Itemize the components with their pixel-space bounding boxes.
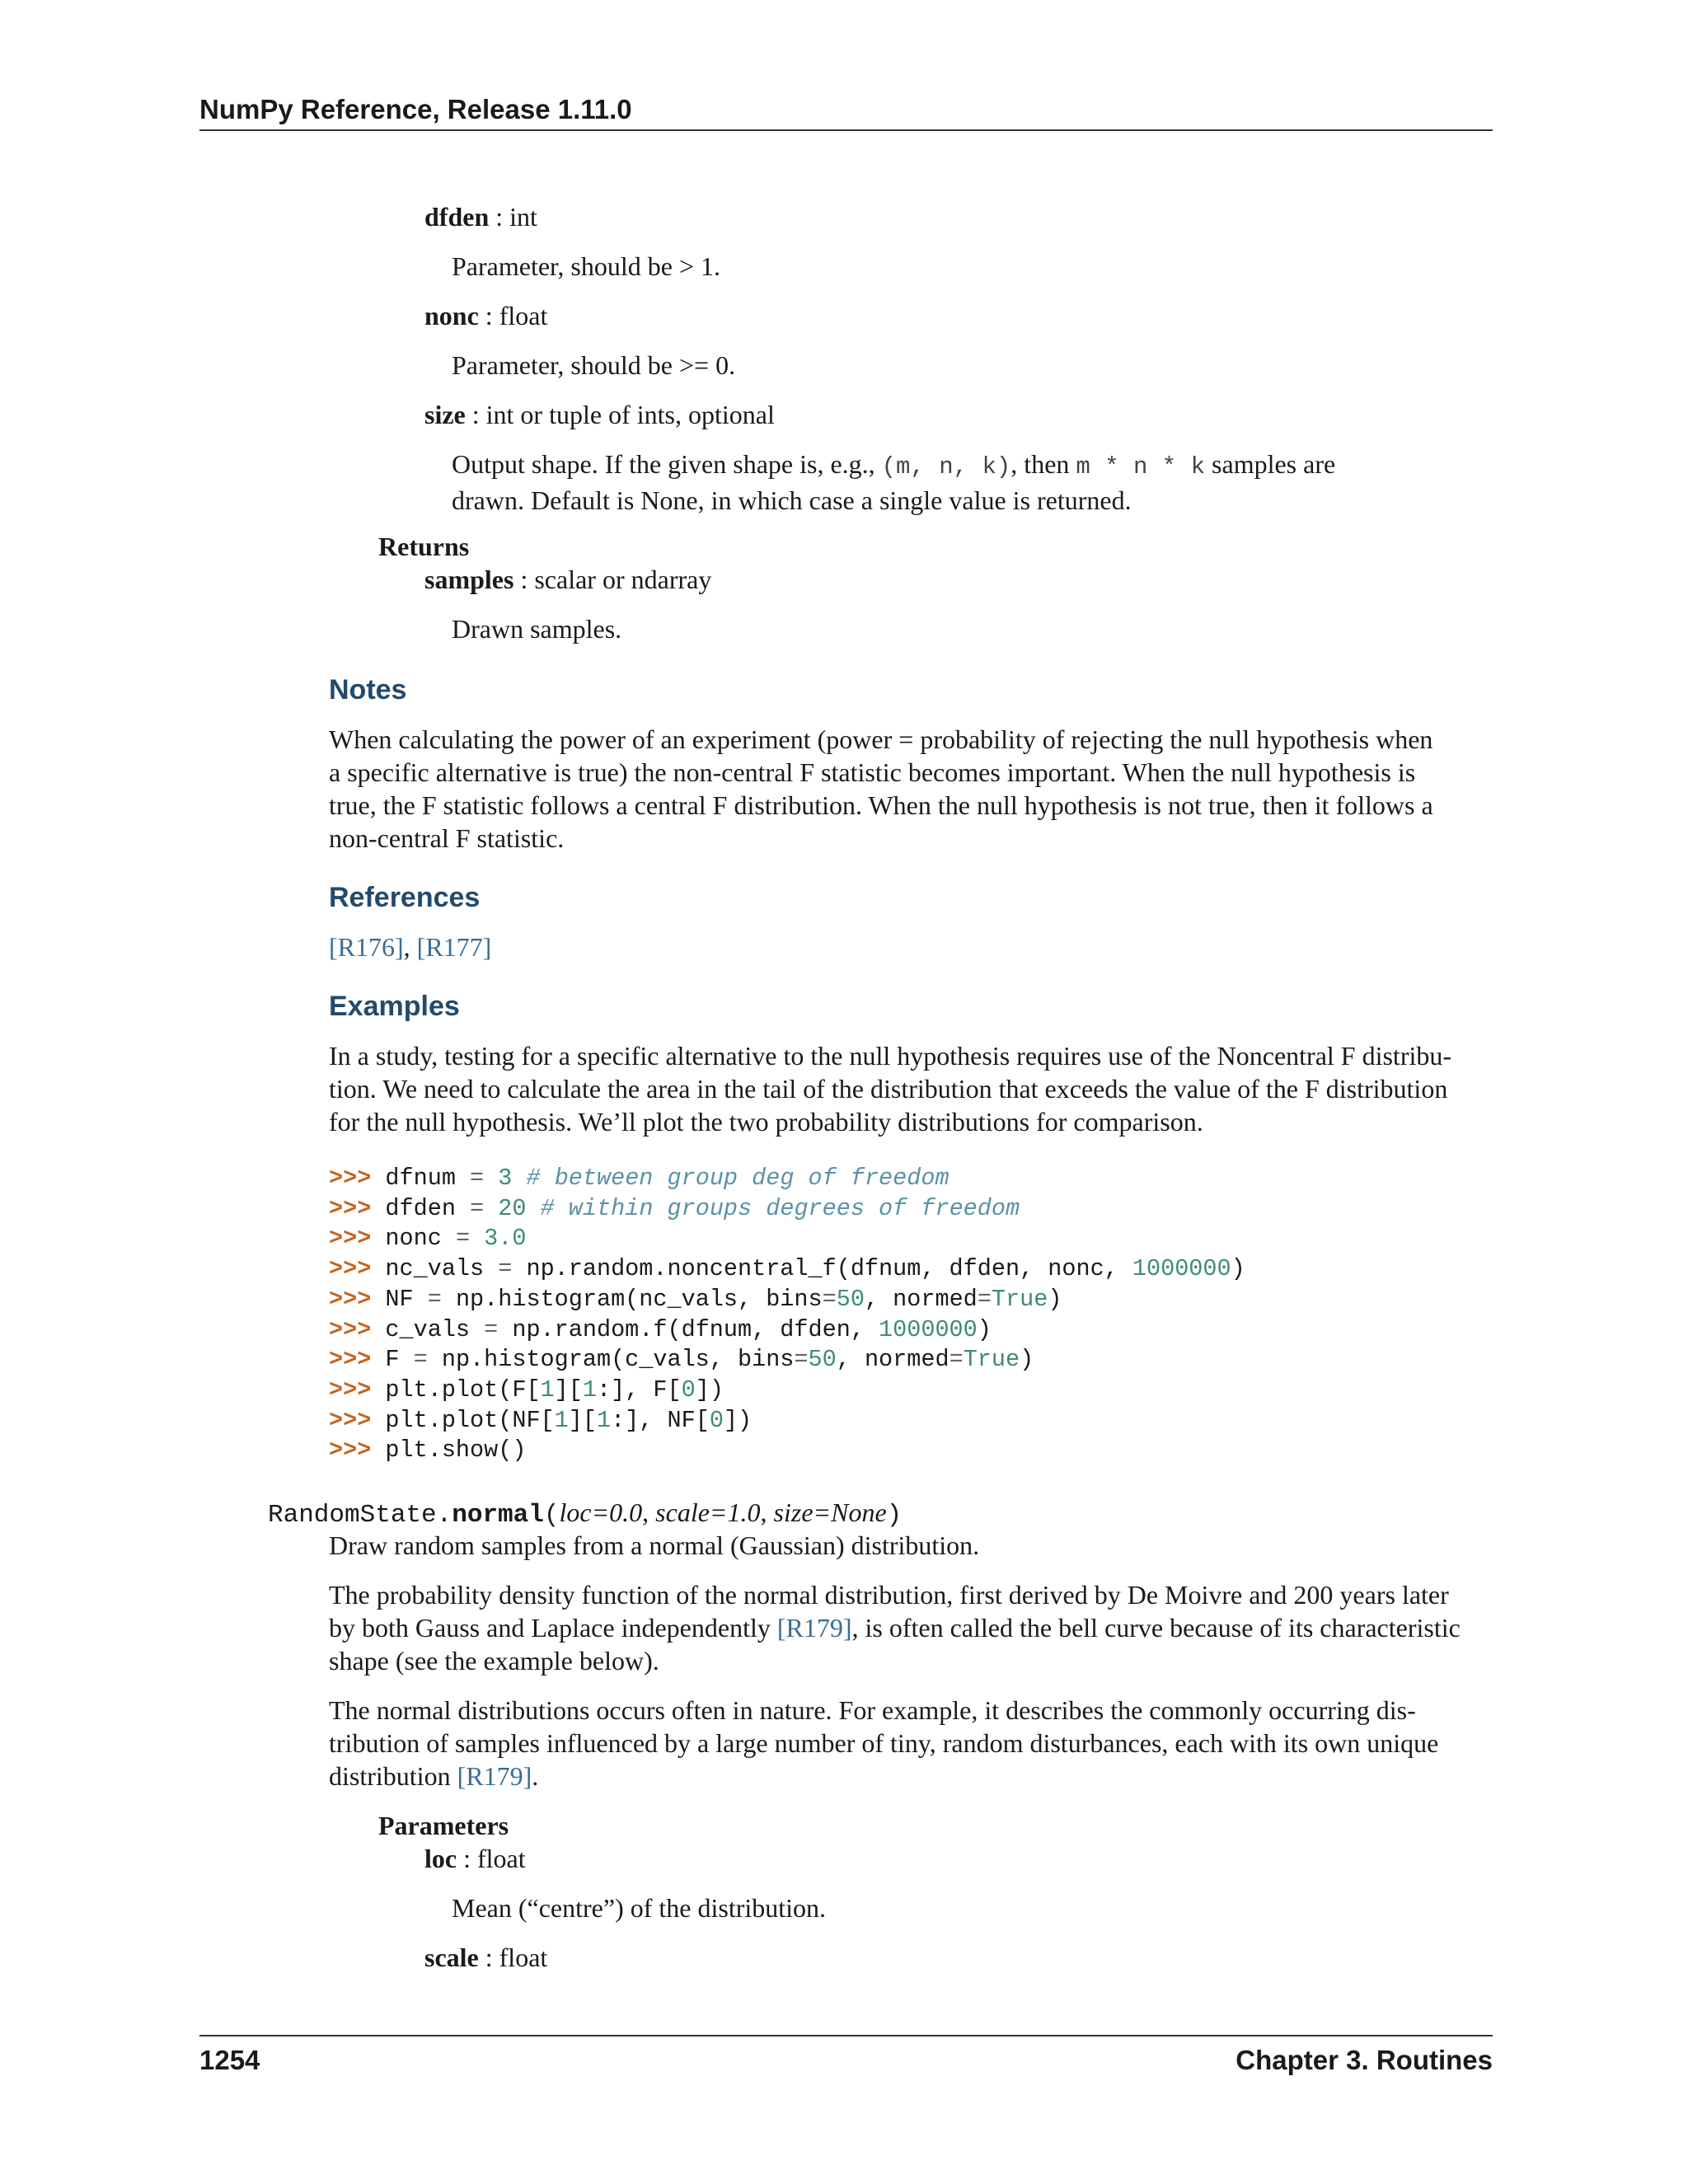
reference-link-r179[interactable]: [R179] [457,1761,532,1791]
code-line: >>> dfnum = 3 # between group deg of freedom [329,1165,950,1192]
signature-name: normal [452,1501,544,1530]
return-desc: Drawn samples. [452,614,622,644]
signature-arg-scale: scale=1.0 [655,1497,761,1527]
code-line: >>> F = np.histogram(c_vals, bins=50, normed=True) [329,1346,1034,1374]
param-size: size : int or tuple of ints, optional [424,400,775,429]
param-name: dfden [424,202,490,232]
code-line: >>> c_vals = np.random.f(dfnum, dfden, 1000000) [329,1315,992,1343]
reference-link-r177[interactable]: [R177] [416,932,492,962]
references-list: [R176], [R177] [329,932,492,962]
inline-code-product: m * n * k [1076,453,1206,480]
param-dfden-desc: Parameter, should be > 1. [452,251,721,281]
param-size-desc: Output shape. If the given shape is, e.g., (m, n, k), then m * n * k samples are drawn. Default is None, in which case a single value is returned. [452,449,1336,515]
page-number: 1254 [199,2045,260,2075]
return-samples: samples : scalar or ndarray [424,565,712,594]
examples-heading: Examples [329,991,460,1022]
normal-paragraph-2: The normal distributions occurs often in nature. For example, it describes the commonly occurring dis- tribution of samples influenced by a large number of tiny, random disturbances, each with its own unique distribution [R179]. [329,1695,1439,1791]
return-name: samples [424,565,514,594]
param-loc: loc : float [424,1844,526,1873]
header-rule [199,129,1493,131]
notes-heading: Notes [329,674,407,705]
notes-paragraph: When calculating the power of an experiment (power = probability of rejecting the null hypothesis when a specific alternative is true) the non-central F statistic becomes important. When the null hypothesis is true, the F statistic follows a central F distribution. When the null hypothesis is not true, then it follows a non-central F statistic. [329,724,1433,853]
reference-link-r179[interactable]: [R179] [776,1613,852,1643]
param-name: size [424,400,466,429]
signature-arg-size: size=None [773,1497,887,1527]
returns-heading: Returns [378,532,470,561]
chapter-title: Chapter 3. Routines [1236,2045,1493,2075]
code-line: >>> nonc = 3.0 [329,1225,527,1253]
param-type: int or tuple of ints, optional [485,400,775,429]
param-dfden: dfden : int [424,202,537,232]
code-line: >>> NF = np.histogram(nc_vals, bins=50, normed=True) [329,1285,1062,1313]
code-line: >>> plt.plot(NF[1][1:], NF[0]) [329,1406,753,1434]
references-heading: References [329,882,481,913]
param-name: loc [424,1844,457,1873]
reference-link-r176[interactable]: [R176] [329,932,404,962]
param-nonc: nonc : float [424,301,548,330]
signature-arg-loc: loc=0.0 [559,1497,643,1527]
normal-paragraph-1: The probability density function of the normal distribution, first derived by De Moivre and 200 years later by both Gauss and Laplace independently [R179], is often called the bell curve because of its characteristic shape (see the example below). [329,1580,1461,1675]
param-nonc-desc: Parameter, should be >= 0. [452,350,736,380]
inline-code-shape: (m, n, k) [881,453,1011,480]
param-name: scale [424,1943,479,1972]
signature-class: RandomState. [268,1501,452,1530]
param-type: int [509,202,537,232]
code-line: >>> plt.plot(F[1][1:], F[0]) [329,1376,724,1404]
code-example-block [329,1164,1245,1466]
param-scale: scale : float [424,1943,548,1972]
param-loc-desc: Mean (“centre”) of the distribution. [452,1893,827,1923]
param-type: float [476,1844,526,1873]
function-summary: Draw random samples from a normal (Gaussian) distribution. [329,1530,980,1560]
code-line: >>> plt.show() [329,1436,527,1465]
footer-rule [199,2035,1493,2036]
param-type: float [499,1943,548,1972]
parameters-heading: Parameters [378,1811,509,1840]
examples-paragraph: In a study, testing for a specific alternative to the null hypothesis requires use of the Noncentral F distribu- tion. We need to calculate the area in the tail of the distribution that exceeds the value of the F distribution for the null hypothesis. We’ll plot the two probability distributions for comparison. [329,1041,1452,1137]
code-line: >>> nc_vals = np.random.noncentral_f(dfnum, dfden, nonc, 1000000) [329,1255,1245,1283]
running-header-title: NumPy Reference, Release 1.11.0 [199,94,632,124]
param-type: float [499,301,548,330]
return-type: scalar or ndarray [534,565,712,594]
function-signature: RandomState.normal(loc=0.0, scale=1.0, size=None) [268,1497,903,1530]
code-line: >>> dfden = 20 # within groups degrees of freedom [329,1194,1020,1222]
param-name: nonc [424,301,479,330]
